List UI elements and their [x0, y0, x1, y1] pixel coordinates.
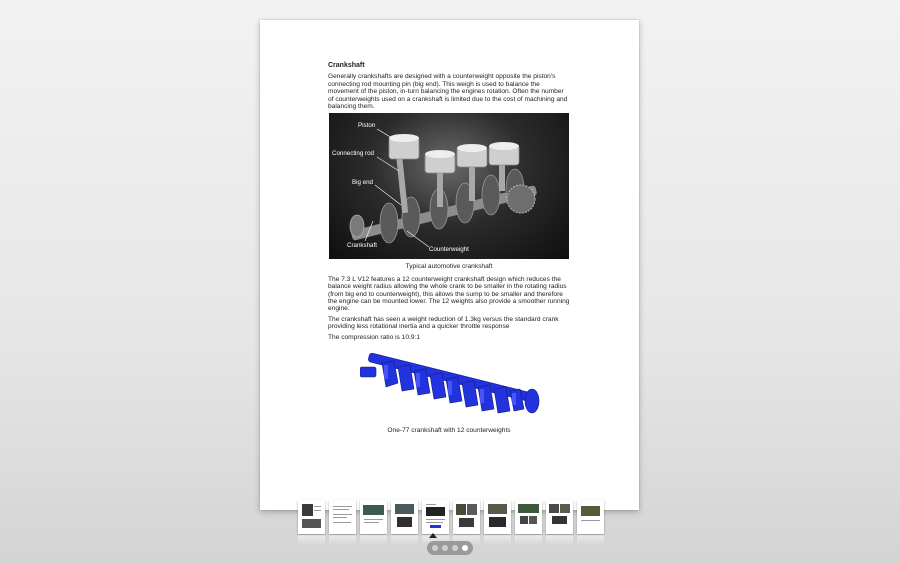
thumbnail-page-6[interactable] [453, 500, 480, 534]
page-content [328, 62, 570, 435]
thumbnail-page-9[interactable] [546, 500, 573, 534]
crankshaft-render [360, 353, 540, 421]
blue-crankshaft-illustration [360, 353, 540, 421]
label-piston: Piston [358, 122, 376, 130]
section-heading: Crankshaft [328, 62, 365, 69]
paragraph-compression: The compression ratio is 10.9:1 [328, 333, 420, 341]
label-connecting-rod: Connecting rod [332, 150, 374, 158]
page-dots [427, 541, 473, 555]
page-dot-1[interactable] [432, 545, 438, 551]
page-dot-3[interactable] [452, 545, 458, 551]
thumbnail-page-5[interactable] [422, 500, 449, 534]
thumbnail-page-2[interactable] [329, 500, 356, 534]
label-big-end: Big end [352, 179, 373, 187]
paragraph-weight: The crankshaft has seen a weight reduction of 1.3kg versus the standard crank providing less rotational inertia and a quicker throttle response [328, 315, 559, 331]
thumbnail-page-10[interactable] [577, 500, 604, 534]
figure-caption-1: Typical automotive crankshaft [405, 263, 493, 271]
thumbnail-page-7[interactable] [484, 500, 511, 534]
page-dot-2[interactable] [442, 545, 448, 551]
thumbnail-page-3[interactable] [360, 500, 387, 534]
thumbnail-page-4[interactable] [391, 500, 418, 534]
selected-thumbnail-indicator [429, 533, 437, 538]
page-dot-4[interactable] [462, 545, 468, 551]
figure-caption-2: One-77 crankshaft with 12 counterweights [387, 427, 511, 435]
thumbnail-page-8[interactable] [515, 500, 542, 534]
crankshaft-photo [329, 113, 569, 259]
paragraph-intro: Generally crankshafts are designed with a counterweight opposite the piston's connecting rod mounting pin (big end). This weigh is used to balance the movement of the piston, in-turn balancing the engines rotation. Often the number of counterweights used on a crankshaft is limited due to the cost of machining and balancing them. [328, 73, 568, 111]
label-crankshaft: Crankshaft [347, 242, 377, 250]
paragraph-v12: The 7.3 L V12 features a 12 counterweight crankshaft design which reduces the balance weight radius allowing the whole crank to be smaller in the rotating radius (from big end to counterweight), this allows the sump to be smaller and therefore the engine can be mounted lower. The 12 weights also provide a smoother running engine. [328, 275, 570, 313]
label-counterweight: Counterweight [429, 246, 469, 254]
thumbnail-page-1[interactable] [298, 500, 325, 534]
document-page [260, 20, 639, 510]
